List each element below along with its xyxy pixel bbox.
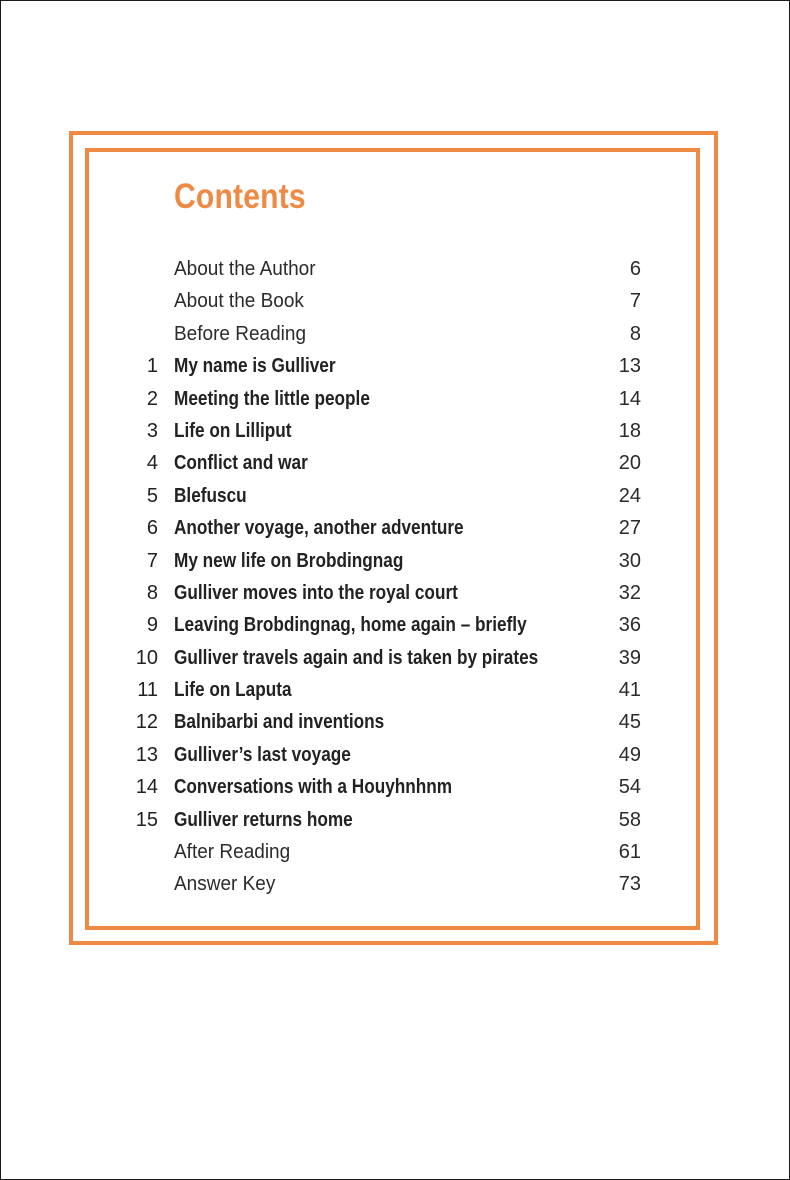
toc-chapter [101,642,661,674]
chapter-page: 49 [618,743,641,766]
toc-chapter [101,383,661,415]
toc-chapter [101,447,661,479]
chapter-number: 15 [135,808,158,831]
chapter-page: 36 [618,614,641,637]
toc-chapter [101,609,661,641]
toc-entry [101,285,661,317]
chapter-number: 1 [146,355,158,378]
toc-chapter [101,771,661,803]
chapter-title: Life on Lilliput [174,419,292,442]
toc-chapter [101,804,661,836]
chapter-number: 8 [146,581,158,604]
chapter-title: My name is Gulliver [174,355,336,378]
chapter-page: 20 [618,452,641,475]
chapter-title: Blefuscu [174,484,247,507]
toc-entry-title: About the Author [174,258,316,280]
toc-entry-page: 6 [629,258,641,280]
chapter-page: 58 [618,808,641,831]
toc-entry-title: Answer Key [174,873,276,896]
chapter-number: 5 [146,484,158,507]
chapter-page: 45 [618,711,641,734]
toc-entry [101,318,661,350]
chapter-page: 13 [618,355,641,378]
chapter-page: 27 [618,517,641,540]
chapter-number: 4 [146,452,158,475]
chapter-title: Balnibarbi and inventions [174,711,385,734]
toc-chapter [101,512,661,544]
toc-chapter [101,415,661,447]
chapter-title: Another voyage, another adventure [174,517,464,540]
toc-entry-title: About the Book [174,290,304,313]
toc-chapter [101,350,661,382]
chapter-title: My new life on Brobdingnag [174,549,404,572]
toc-chapter [101,674,661,706]
chapter-page: 32 [618,581,641,604]
contents-title: Contents [174,177,306,216]
chapter-number: 14 [135,776,158,799]
chapter-title: Gulliver’s last voyage [174,743,351,766]
chapter-number: 12 [135,711,158,734]
toc-entry [101,253,661,285]
toc-entry-page: 61 [618,841,641,864]
chapter-title: Conversations with a Houyhnhnm [174,776,453,799]
chapter-page: 54 [618,776,641,799]
chapter-number: 11 [137,679,158,702]
chapter-page: 14 [618,387,641,410]
toc-chapter [101,706,661,738]
chapter-page: 41 [618,679,641,702]
chapter-page: 39 [618,646,641,669]
chapter-number: 13 [135,743,158,766]
toc-entry-page: 73 [618,873,641,896]
toc-entry-title: Before Reading [174,322,307,345]
chapter-page: 24 [618,484,641,507]
chapter-title: Gulliver returns home [174,808,353,831]
chapter-page: 18 [618,419,641,442]
chapter-number: 9 [146,614,158,637]
toc-entry-title: After Reading [174,841,291,864]
chapter-title: Gulliver moves into the royal court [174,581,458,604]
toc-chapter [101,739,661,771]
toc-entry-page: 8 [629,322,641,345]
toc-entry-page: 7 [629,290,641,313]
toc-entry [101,836,661,868]
chapter-number: 6 [146,517,158,540]
chapter-title: Meeting the little people [174,387,370,410]
chapter-title: Life on Laputa [174,679,292,702]
chapter-number: 2 [146,387,158,410]
chapter-page: 30 [618,549,641,572]
chapter-number: 7 [146,549,158,572]
chapter-number: 10 [135,646,158,669]
table-of-contents [101,253,661,901]
chapter-title: Gulliver travels again and is taken by pirates [174,646,539,669]
chapter-title: Conflict and war [174,452,308,475]
chapter-number: 3 [146,419,158,442]
toc-chapter [101,480,661,512]
toc-chapter [101,577,661,609]
toc-chapter [101,545,661,577]
toc-entry [101,868,661,900]
chapter-title: Leaving Brobdingnag, home again – briefly [174,614,527,637]
